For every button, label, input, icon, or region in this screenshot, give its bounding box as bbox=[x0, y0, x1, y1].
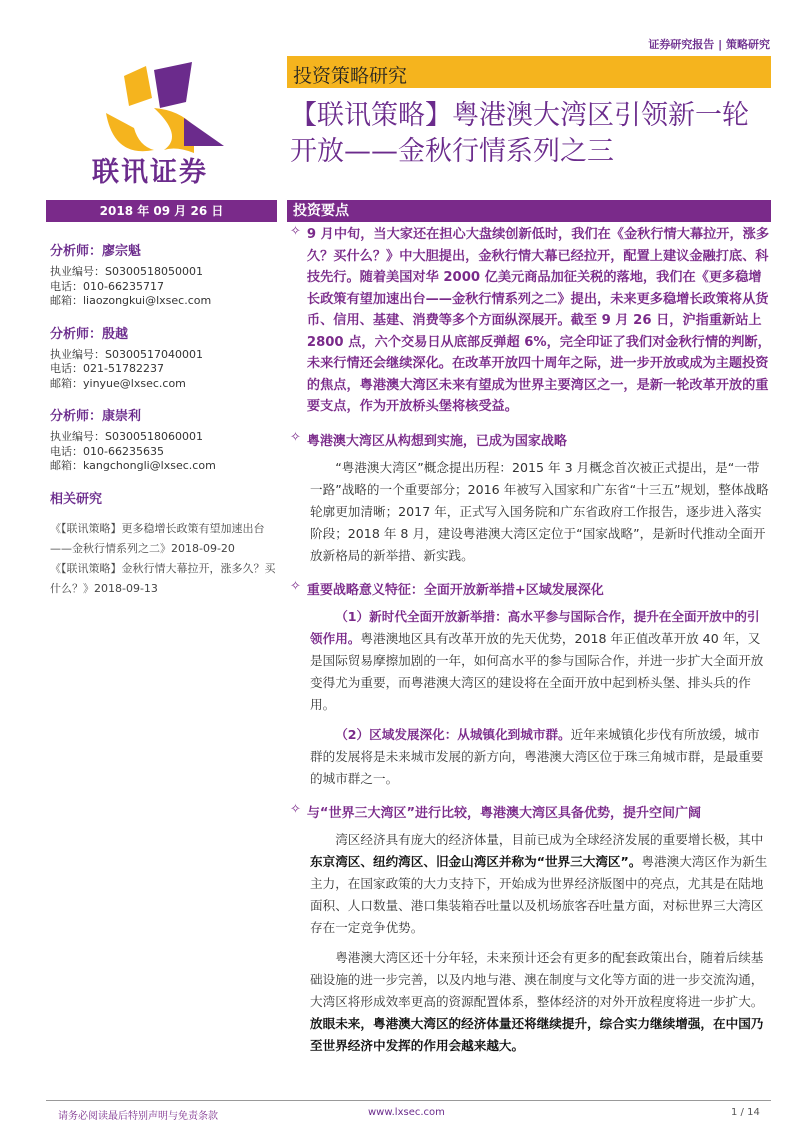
paragraph-text: 湾区经济具有庞大的经济体量，目前已成为全球经济发展的重要增长极，其中 bbox=[335, 831, 764, 847]
paragraph-text: 粤港澳大湾区还十分年轻，未来预计还会有更多的配套政策出台，随着后续基础设施的进一步完善，以及内地与港、澳在制度与文化等方面的进一步交流沟通，大湾区将形成效率更高的资源配置体系，整体经济的对外开放程度将进一步扩大。 bbox=[310, 949, 764, 1009]
related-research-item[interactable]: 《【联讯策略】金秋行情大幕拉开，涨多久？买什么？》2018-09-13 bbox=[50, 561, 276, 595]
analyst-license: 执业编号：S0300518060001 bbox=[50, 430, 203, 443]
body-paragraph bbox=[290, 829, 772, 939]
report-date: 2018 年 09 月 26 日 bbox=[46, 200, 277, 222]
analyst-name: 分析师：廖宗魁 bbox=[50, 244, 142, 259]
report-title: 【联讯策略】粤港澳大湾区引领新一轮开放——金秋行情系列之三 bbox=[290, 100, 749, 167]
diamond-bullet-icon: ✧ bbox=[290, 429, 301, 445]
bullet-heading-text: 与“世界三大湾区”进行比较，粤港澳大湾区具备优势，提升空间广阔 bbox=[306, 805, 701, 821]
analyst-email[interactable]: 邮箱：kangchongli@lxsec.com bbox=[50, 459, 216, 472]
footer-disclaimer: 请务必阅读最后特别声明与免责条款 bbox=[58, 1111, 218, 1122]
highlight-text: （2）区域发展深化：从城镇化到城市群。 bbox=[335, 726, 571, 742]
section-header-bar bbox=[287, 56, 771, 88]
paragraph-text: 粤港澳地区具有改革开放的先天优势，2018 年正值改革开放 40 年，又是国际贸易摩擦加剧的一年，如何高水平的参与国际合作，并进一步扩大全面开放变得尤为重要，而粤港澳大湾区的建设将在全面开放中起到桥头堡、排头兵的作用。 bbox=[310, 630, 764, 712]
highlight-text: （1）新时代全面开放新举措：高水平参与国际合作，提升在全面开放中的引领作用。 bbox=[310, 608, 760, 646]
section-label: 投资策略研究 bbox=[293, 65, 408, 87]
intro-paragraph: 9 月中旬，当大家还在担心大盘续创新低时，我们在《金秋行情大幕拉开，涨多久？买什么？》中大胆提出，金秋行情大幕已经拉开，配置上建议金融打底、科技先行。随着美国对华 2000 亿美元商品加征关税的落地，我们在《更多稳增长政策有望加速出台——金秋行情系列之二》提出，未来更多稳增长政策将从货币、信用、基建、消费等多个方面纵深展开。截至 9 月 26 日，沪指重新站上 2800 点，六个交易日从底部反弹超 6%，完全印证了我们对金秋行情的判断，未来行情还会继续深化。在改革开放四十周年之际，进一步开放或成为主题投资的焦点，粤港澳大湾区未来有望成为世界主要湾区之一，是新一轮改革开放的重要支点，作为开放桥头堡将核受益。 bbox=[306, 227, 771, 414]
bullet-heading-text: 粤港澳大湾区从构想到实施，已成为国家战略 bbox=[306, 433, 567, 449]
bold-text: 放眼未来，粤港澳大湾区的经济体量还将继续提升，综合实力继续增强，在中国乃至世界经济中发挥的作用会越来越大。 bbox=[310, 1015, 764, 1053]
bullet-heading bbox=[290, 430, 772, 449]
sidebar bbox=[50, 240, 280, 599]
body-paragraph bbox=[290, 947, 772, 1057]
footer-divider bbox=[46, 1100, 771, 1101]
analyst-name: 分析师：康崇利 bbox=[50, 409, 142, 424]
main-content bbox=[290, 224, 772, 1065]
bullet-heading bbox=[290, 579, 772, 598]
analyst-block bbox=[50, 405, 280, 474]
diamond-bullet-icon: ✧ bbox=[290, 224, 301, 239]
body-paragraph: “粤港澳大湾区”概念提出历程：2015 年 3 月概念首次被正式提出，是“一带一路”战略的一个重要部分；2016 年被写入国家和广东省“十三五”规划，整体战略轮廓更加清晰；2017 年，正式写入国务院和广东省政府工作报告，逐步进入落实阶段；2018 年 8 月，建设粤港澳大湾区定位于“国家战略”，是新时代推动全面开放新格局的新举措、新实践。 bbox=[310, 459, 769, 563]
diamond-bullet-icon: ✧ bbox=[290, 578, 301, 594]
analyst-email[interactable]: 邮箱：liaozongkui@lxsec.com bbox=[50, 294, 212, 307]
analyst-name: 分析师：殷越 bbox=[50, 326, 129, 342]
analyst-email[interactable]: 邮箱：yinyue@lxsec.com bbox=[50, 376, 186, 390]
related-research-item[interactable]: 《【联讯策略】更多稳增长政策有望加速出台——金秋行情系列之二》2018-09-20 bbox=[50, 521, 265, 555]
footer-website-link[interactable]: www.lxsec.com bbox=[368, 1107, 445, 1118]
analyst-phone: 电话：021-51782237 bbox=[50, 362, 164, 375]
paragraph-text: 粤港澳大湾区作为新生主力，在国家政策的大力支持下，开始成为世界经济版图中的亮点，尤其是在陆地面积、人口数量、港口集装箱吞吐量以及机场旅客吞吐量方面，对标世界三大湾区存在一定竞争优势。 bbox=[310, 853, 768, 935]
body-paragraph bbox=[290, 724, 772, 790]
body-paragraph bbox=[290, 606, 772, 716]
page-number: 1 / 14 bbox=[731, 1107, 760, 1118]
analyst-phone: 电话：010-66235635 bbox=[50, 444, 164, 458]
logo-text: 联讯证券 bbox=[92, 157, 208, 188]
diamond-bullet-icon: ✧ bbox=[290, 801, 301, 817]
analyst-block bbox=[50, 323, 280, 392]
analyst-license: 执业编号：S0300518050001 bbox=[50, 265, 203, 278]
analyst-block bbox=[50, 240, 280, 309]
intro-bullet bbox=[290, 224, 772, 418]
related-research-title: 相关研究 bbox=[50, 491, 103, 507]
analyst-license: 执业编号：S0300517040001 bbox=[50, 347, 203, 361]
bullet-heading-text: 重要战略意义特征：全面开放新举措+区域发展深化 bbox=[306, 582, 604, 598]
report-type-label: 证券研究报告 | 策略研究 bbox=[648, 38, 770, 51]
bold-text: 东京湾区、纽约湾区、旧金山湾区并称为“世界三大湾区”。 bbox=[310, 853, 642, 869]
key-points-header: 投资要点 bbox=[287, 200, 771, 222]
bullet-heading bbox=[290, 802, 772, 821]
analyst-phone: 电话：010-66235717 bbox=[50, 279, 164, 293]
paragraph-text: 近年来城镇化步伐有所放缓，城市群的发展将是未来城市发展的新方向，粤港澳大湾区位于珠三角城市群，是最重要的城市群之一。 bbox=[310, 726, 764, 786]
